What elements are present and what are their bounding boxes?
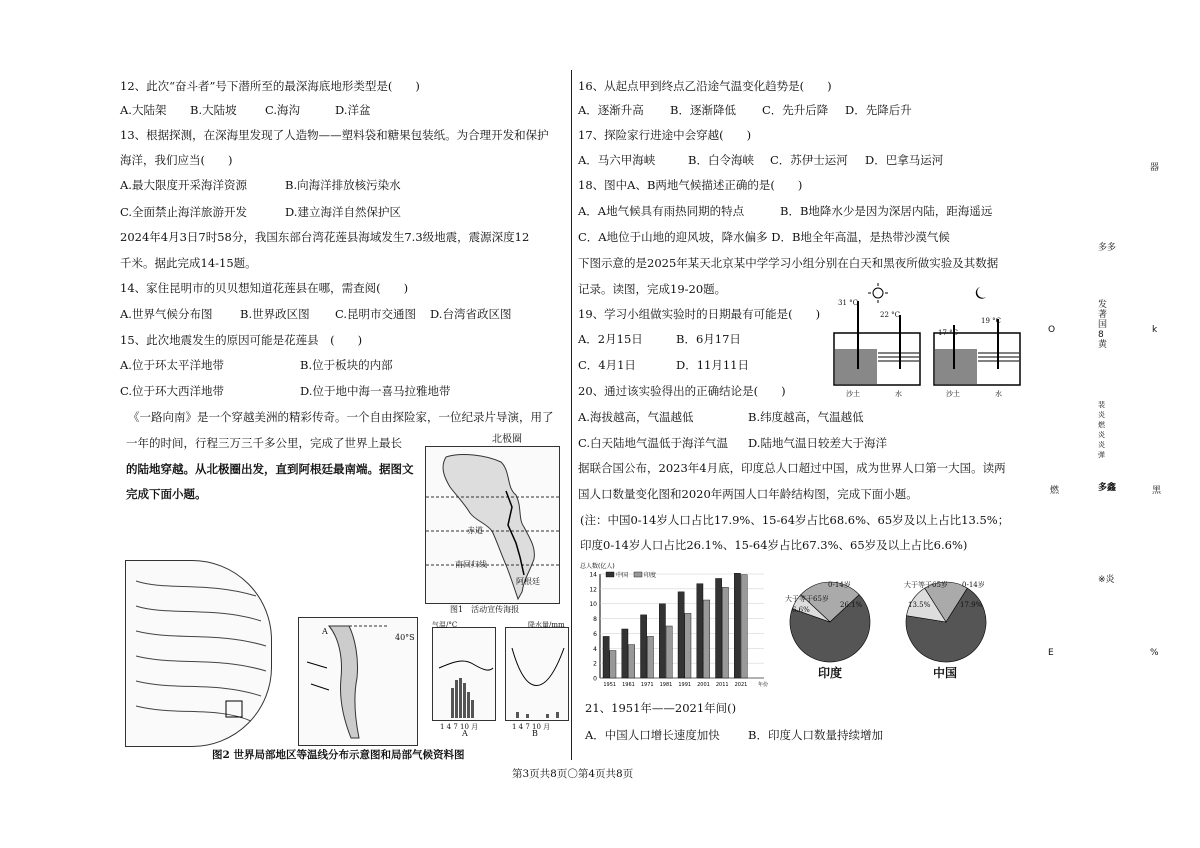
- edge-mark: k: [1152, 325, 1158, 335]
- q17-stem: 17、探险家行进途中会穿越( ): [578, 128, 752, 142]
- china-014-value: 17.9%: [960, 601, 983, 609]
- india-65-label: 大于等于65岁: [785, 595, 829, 603]
- q12-stem: 12、此次“奋斗者”号下潜所至的最深海底地形类型是( ): [120, 79, 420, 93]
- legend-swatch: [634, 572, 642, 577]
- q20-stem: 20、通过该实验得出的正确结论是( ): [578, 384, 786, 398]
- bar-印度: [704, 600, 710, 678]
- climate-chart-b: [505, 627, 569, 721]
- bar-中国: [659, 604, 665, 678]
- quake-intro-line2: 千米。据此完成14-15题。: [120, 256, 257, 270]
- bar-印度: [629, 645, 635, 678]
- journey-intro-line2: 一年的时间，行程三万三千多公里，完成了世界上最长: [126, 436, 402, 450]
- q18-option-a[interactable]: A．A地气候具有雨热同期的特点: [578, 204, 745, 218]
- edge-mark: 燃: [1050, 486, 1060, 496]
- legend-label: 中国: [616, 572, 629, 579]
- q20-option-b[interactable]: B.纬度越高，气温越低: [748, 410, 864, 424]
- q21-stem: 21、1951年——2021年间(): [585, 701, 737, 715]
- q16-option-a[interactable]: A．逐渐升高: [578, 103, 644, 117]
- china-014-label: 0-14岁: [962, 581, 985, 589]
- edge-mark: 裴炎燃炎炎弹: [1098, 401, 1105, 459]
- moon-icon: [976, 287, 986, 299]
- climate-ylabel-rain: 降水量/mm: [528, 621, 565, 629]
- q16-stem: 16、从起点甲到终点乙沿途气温变化趋势是( ): [578, 79, 832, 93]
- india-65-value: 6.6%: [792, 606, 810, 614]
- bar-印度: [610, 651, 616, 678]
- q19-option-d[interactable]: D．11月11日: [676, 358, 749, 372]
- experiment-temp-day-water: 22 °C: [880, 311, 900, 319]
- india-pie-title: 印度: [818, 666, 843, 680]
- sun-icon: [873, 288, 883, 298]
- bar-中国: [678, 592, 684, 678]
- bar-印度: [722, 587, 728, 678]
- china-pie-title: 中国: [933, 666, 958, 680]
- population-note-line1: (注：中国0-14岁人口占比17.9%、15-64岁占比68.6%、65岁及以上占比13.5%；: [580, 513, 1010, 527]
- population-intro-line1: 据联合国公布，2023年4月底，印度总人口超过中国，成为世界人口第一大国。读两: [578, 461, 1006, 475]
- q17-option-c[interactable]: C．苏伊士运河: [770, 153, 848, 167]
- q12-option-c[interactable]: C.海沟: [265, 103, 301, 117]
- climate-b-label: B: [532, 729, 538, 738]
- x-tick-label: 2021: [734, 682, 748, 688]
- figure-1-argentina-label: 阿根廷: [516, 577, 540, 586]
- edge-mark: ※炎: [1098, 575, 1115, 585]
- experiment-water-label-1: 水: [895, 390, 902, 398]
- climate-chart-a: [432, 627, 496, 721]
- q14-stem: 14、家住昆明市的贝贝想知道花莲县在哪，需查阅( ): [120, 281, 409, 295]
- bar-印度: [647, 636, 653, 678]
- bar-印度: [666, 626, 672, 678]
- column-divider: [571, 70, 572, 760]
- q13-option-c[interactable]: C.全面禁止海洋旅游开发: [120, 205, 248, 219]
- q19-option-c[interactable]: C．4月1日: [578, 358, 636, 372]
- q17-option-b[interactable]: B．白令海峡: [688, 153, 754, 167]
- population-note-line2: 印度0-14岁人口占比26.1%、15-64岁占比67.3%、65岁及以上占比6.6%): [580, 538, 968, 552]
- experiment-sand-label-1: 沙土: [846, 390, 860, 398]
- q18-option-b[interactable]: B．B地降水少是因为深居内陆，距海遥远: [780, 204, 993, 218]
- y-tick-label: 8: [593, 616, 597, 624]
- climate-ylabel-temp: 气温/°C: [432, 621, 458, 629]
- page-footer: 第3页共8页〇第4页共8页: [512, 768, 634, 780]
- edge-mark: 发著国8黄: [1098, 300, 1108, 350]
- figure-2-caption: 图2 世界局部地区等温线分布示意图和局部气候资料图: [212, 749, 465, 761]
- isotherm-graphic: [126, 561, 271, 746]
- y-tick-label: 0: [593, 675, 597, 683]
- bar-中国: [697, 584, 703, 678]
- q16-option-c[interactable]: C．先升后降: [762, 103, 829, 117]
- edge-mark: O: [1048, 325, 1056, 335]
- q15-option-a[interactable]: A.位于环太平洋地带: [120, 358, 224, 372]
- journey-intro-line1: 《一路向南》是一个穿越美洲的精彩传奇。一个自由探险家，一位纪录片导演，用了: [128, 410, 554, 424]
- y-tick-label: 12: [589, 586, 597, 594]
- experiment-temp-night-water: 19 °C: [981, 317, 1001, 325]
- journey-intro-line4: 完成下面小题。: [126, 487, 207, 501]
- experiment-water-label-2: 水: [995, 390, 1002, 398]
- experiment-intro-line1: 下图示意的是2025年某天北京某中学学习小组分别在白天和黑夜所做实验及其数据: [578, 256, 999, 270]
- x-tick-label: 1991: [678, 682, 692, 688]
- edge-mark: 多鑫: [1098, 483, 1117, 493]
- experiment-temp-night-sand: 17 °C: [938, 329, 958, 337]
- edge-mark: 多多: [1098, 243, 1117, 253]
- q15-option-c[interactable]: C.位于环大西洋地带: [120, 384, 225, 398]
- q14-option-b[interactable]: B.世界政区图: [240, 307, 310, 321]
- edge-mark: 黑: [1152, 486, 1162, 496]
- q13-option-d[interactable]: D.建立海洋自然保护区: [285, 205, 401, 219]
- y-tick-label: 14: [589, 571, 597, 579]
- q12-option-a[interactable]: A.大陆架: [120, 103, 167, 117]
- q21-option-a[interactable]: A．中国人口增长速度加快: [585, 728, 720, 742]
- q21-option-b[interactable]: B．印度人口数量持续增加: [748, 728, 883, 742]
- q18-stem: 18、图中A、B两地气候描述正确的是( ): [578, 178, 803, 192]
- experiment-graphic: [830, 283, 1025, 398]
- climate-b-ticks: 1 4 7 10 月: [512, 723, 551, 731]
- bar-中国: [641, 615, 647, 678]
- population-bar-chart-svg: [578, 560, 770, 695]
- experiment-figure: [830, 283, 1025, 398]
- experiment-temp-day-sand: 31 °C: [838, 299, 858, 307]
- climate-a-ticks: 1 4 7 10 月: [440, 723, 479, 731]
- figure-1-equator-label: 赤道: [467, 526, 483, 535]
- x-tick-label: 1981: [659, 682, 673, 688]
- india-014-value: 26.1%: [840, 601, 863, 609]
- population-bar-chart: [578, 560, 770, 695]
- legend-swatch: [606, 572, 614, 577]
- x-tick-label: 1961: [622, 682, 635, 688]
- climate-a-label: A: [462, 729, 468, 738]
- y-tick-label: 2: [593, 660, 597, 668]
- q20-option-a[interactable]: A.海拔越高，气温越低: [578, 410, 694, 424]
- edge-mark: 器: [1150, 163, 1160, 173]
- q13-option-a[interactable]: A.最大限度开采海洋资源: [120, 178, 247, 192]
- figure-1-tropic-label: 南回归线: [455, 560, 487, 569]
- q14-option-d[interactable]: D.台湾省政区图: [430, 307, 512, 321]
- journey-intro-line3: 的陆地穿越。从北极圈出发，直到阿根廷最南端。据图文: [126, 462, 414, 476]
- population-intro-line2: 国人口数量变化图和2020年两国人口年龄结构图，完成下面小题。: [578, 487, 918, 501]
- experiment-intro-line2: 记录。读图，完成19-20题。: [578, 282, 727, 296]
- q19-option-b[interactable]: B．6月17日: [676, 332, 741, 346]
- figure-2-latitude-label: 40°S: [395, 633, 415, 642]
- bar-中国: [622, 629, 628, 678]
- experiment-sand-label-2: 沙土: [946, 390, 960, 398]
- edge-mark: %: [1150, 648, 1159, 658]
- x-tick-label: 1971: [640, 682, 654, 688]
- y-tick-label: 10: [589, 601, 597, 609]
- figure-1-caption: 图1 活动宣传海报: [450, 605, 520, 614]
- y-axis-label: 总人数(亿人): [580, 563, 615, 570]
- figure-2-isotherm-map: [125, 560, 272, 747]
- india-014-label: 0-14岁: [828, 581, 851, 589]
- q14-option-c[interactable]: C.昆明市交通图: [335, 307, 417, 321]
- y-tick-label: 4: [593, 645, 597, 653]
- q15-stem: 15、此次地震发生的原因可能是花莲县 ( ): [120, 333, 363, 347]
- x-axis-label: 年份: [757, 682, 768, 688]
- q18-option-c-d[interactable]: C．A地位于山地的迎风坡，降水偏多 D．B地全年高温，是热带沙漠气候: [578, 230, 950, 244]
- q17-option-a[interactable]: A．马六甲海峡: [578, 153, 656, 167]
- edge-mark: E: [1048, 648, 1054, 658]
- q12-option-d[interactable]: D.洋盆: [335, 103, 371, 117]
- q19-option-a[interactable]: A．2月15日: [578, 332, 643, 346]
- legend-label: 印度: [644, 572, 657, 579]
- q15-option-b[interactable]: B.位于板块的内部: [300, 358, 393, 372]
- china-65-value: 13.5%: [908, 601, 931, 609]
- q20-option-d[interactable]: D.陆地气温日较差大于海洋: [748, 436, 887, 450]
- climate-chart-b-graphic: [506, 628, 568, 720]
- figure-1-arctic-label: 北极圈: [492, 434, 522, 445]
- figure-2-point-a: A: [322, 627, 328, 636]
- x-tick-label: 2011: [715, 682, 729, 688]
- quake-intro-line1: 2024年4月3日7时58分，我国东部台湾花莲县海域发生7.3级地震，震源深度12: [120, 230, 530, 244]
- bar-中国: [603, 636, 609, 678]
- bar-中国: [716, 578, 722, 678]
- x-tick-label: 2001: [697, 682, 710, 688]
- climate-chart-a-graphic: [433, 628, 495, 720]
- q19-stem: 19、学习小组做实验时的日期最有可能是( ): [578, 307, 821, 321]
- q15-option-d[interactable]: D.位于地中海一喜马拉雅地带: [300, 384, 451, 398]
- bar-中国: [734, 573, 740, 678]
- q12-option-b[interactable]: B.大陆坡: [190, 103, 237, 117]
- q13-stem-line1: 13、根据探测，在深海里发现了人造物——塑料袋和糖果包装纸。为合理开发和保护: [120, 128, 549, 142]
- y-tick-label: 6: [593, 630, 597, 638]
- q13-stem-line2: 海洋，我们应当( ): [120, 153, 233, 167]
- q13-option-b[interactable]: B.向海洋排放核污染水: [285, 178, 401, 192]
- q14-option-a[interactable]: A.世界气候分布图: [120, 307, 213, 321]
- q16-option-b[interactable]: B．逐渐降低: [670, 103, 736, 117]
- q20-option-c[interactable]: C.白天陆地气温低于海洋气温: [578, 436, 729, 450]
- bar-印度: [685, 613, 691, 678]
- bar-印度: [741, 575, 747, 678]
- q16-option-d[interactable]: D．先降后升: [845, 103, 912, 117]
- q17-option-d[interactable]: D．巴拿马运河: [865, 153, 944, 167]
- china-65-label: 大于等于65岁: [904, 581, 948, 589]
- x-tick-label: 1951: [603, 682, 617, 688]
